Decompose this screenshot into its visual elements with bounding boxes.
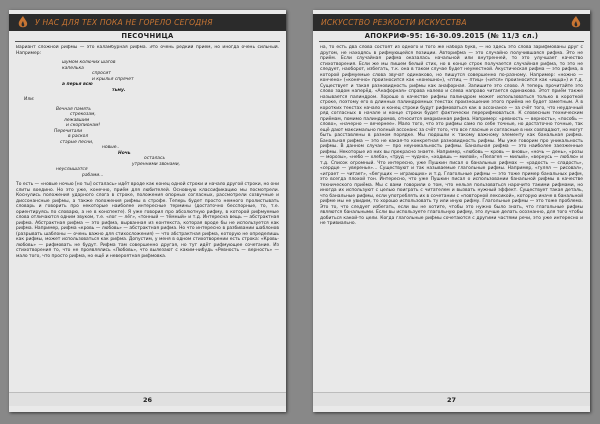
left-page <box>9 10 286 412</box>
poem-line: неуслышатся <box>56 167 88 172</box>
poem-label: Или: <box>24 97 35 102</box>
left-header-band <box>9 14 286 31</box>
right-body <box>320 45 583 388</box>
left-section-title: ПЕСОЧНИЦА <box>121 32 174 40</box>
left-header-title: У НАС ДЛЯ ТЕХ ПОКА НЕ ГОРЕЛО СЕГОДНЯ <box>35 18 213 27</box>
poem-line: тьму. <box>112 87 126 93</box>
poem-line: Вечная память <box>56 106 91 112</box>
left-body <box>16 45 279 388</box>
poem-line: а перья всю <box>62 82 93 87</box>
right-section-rule <box>319 41 584 42</box>
poem-line: и скорпионам! <box>66 123 101 128</box>
poem-1 <box>16 60 279 93</box>
poem-line: рабами... <box>82 172 104 178</box>
right-main-text: на, то есть два слова состоят из одного и того же набора букв, — но здесь это слова зарифмованы друг с другом, не находясь в рифмующейся позиции. Авторифма — это случайно получившаяся рифма. Это не приём. Если случайная рифма оказалась начальной или внутренней, то это улучшает качество стихотворения. Если же мы пишем белый стих, но в конце строк получается случайная рифма, то это не следует, наоборот, избегать, т.к. она в таком случае будет неуместной. Акустическая рифма — это рифма, в которой рифмуемые слова звучат одинаково, но пишутся совершенно по-разному. Например: «ножно — кончено» («конечно» произносится как «конешно»), «птиц — птиц» («ится» произносится как «ицца») и т.д. Существует и такая разновидность рифмы как анафорная. Запишите это слово. А теперь прочитайте это слово задом наперёд. «Анафорная» справа налево и слева направо читается одинаково. Этот приём также называется палиндром. Хорошо в качестве рифмы палиндром может использоваться только в короткой строке, поэтому его в длинных палиндромных текстах произношение этого приёма не будет заметным. А в коротких текстах начало и конец строки будут рифмоваться как в ассонансе — за счёт того, что неудачный ряд согласных в начале и конце строки будет фактически перерифмоваться. К словесным техническим приёмам, помимо палиндромов, относится омарианная рифма. Например: «ревность — верность», «пособь — слово», «начерно — вечернее». Мало того, что это рифмы само по себе точные, но достаточно точные, так ещё дают максимально полный ассонанс за счёт того, что все гласные и согласные в них совпадают, но могут быть расставлены в разном порядке. Мы подошли к такому важному элементу как банальная рифма. Банальная рифма — это не какая-то конкретная разновидность рифмы. Мы уже говорим про уникальность рифмы. В данном случае — про неуникальность рифмы. Банальная рифма — это наиболее заезженные рифмы. Некоторые из них вы прекрасно знаете. Например, «любовь — кровь — вновь», «ночь — день», «розы — морозы», «небо — хлеба», «труд — чудно», «ходишь — милой», «Пелагея — милый», «вернусь — люблю» и т.д. Список огромный. Что интересно, уже Пушкин писал о банальных рифмах — «радость — сладость», «сердце — уверенье»… Существуют и так называемые глагольные рифмы. Например, «гулял — рисовал», «играет — читает», «бегущих — играющих» и т.д. Глагольные рифмы — это тоже пример банальных рифм, это всегда плохой тон. Интересно, что уже Пушкин писал о использовании банальной рифмы в качестве технического приёма. Мы с вами говорили о том, что нельзя пользоваться нарочито такими рифмами, но иногда их используют с целью поиграть с читателем и вызвать нужный эффект. Существует такая деталь, что банальные рифмы, если употреблять их в сочетании с «повторной лексикой», которую иначе в банальной рифме мы не увидим, то хорошо использовать ту или иную рифму. Глагольные рифмы — это тоже проблема. Это то, что следует избегать, если вы не хотите, чтобы это нужно было знать, что глагольные рифмы являются банальными. Если вы используете глагольную рифму, это лучше делать осознанно, для того чтобы добиться какой-то цели. Когда глагольные рифмы сочетаются с другими частями речи, это уже интересно и не тривиально. <box>320 45 583 226</box>
poem-line: утренними звонами, <box>132 161 181 167</box>
poem-line: Перечитали <box>54 128 83 134</box>
poem-line: стрекозам, <box>70 112 96 117</box>
left-intro-paragraph: Вариант сложной рифмы — это каламбурная рифма. Это очень редкий приём, но иногда очень сильный. Например: <box>16 45 279 56</box>
poem-line: старые песни, <box>60 139 94 145</box>
right-header-title: ИСКУССТВО РЕЗКОСТИ ИСКУССТВА <box>321 18 467 27</box>
poem-line: шумом колючих шагов <box>62 60 116 65</box>
right-header-band <box>313 14 590 31</box>
poem-line: капелька <box>62 65 84 71</box>
poem-line: Ночь <box>118 150 131 156</box>
left-page-number: 26 <box>142 396 153 404</box>
poem-line: спросит <box>92 71 111 76</box>
right-page <box>313 10 590 412</box>
left-main-text: То есть — «новые ночью [но ты] осталась» идёт вроде как конец одной строки и начало другой строки, но они слиты воедино. Но это уже, конечно, приём для любителей. Основную классификацию мы посмотрели. Коснулись положения ударного слога в строке, положения опорных согласных, рассмотрели созвучные и диссонансные рифмы, а также положения рифмы в строфе. Теперь будет просто немного пролистывать словарь и говорить про некоторые наиболее интересные термины (достаточно бесспорные, то, т.е. ориентируясь по словарю, а не в конспекте). Я уже говорил про абсолютную рифму, в которой рифмуемые слова отличаются одним звуком, т.е. «лог — лёг», «тонный — тёмный» и т.д. Интересна вещь — абстрактная рифма. Абстрактная рифма — это рифма, вырванная из контекста, которая вроде бы не используется как рифма. Например, рифма «кровь — любовь» — абстрактная рифма. Но что интересно в разбивании шаблонов (разрывать шаблоны — очень важно для стихосложения) — что абстрактная рифма, которую не определишь как рифмы, может использоваться как рифма. Допустим, у меня в одном стихотворении есть строка: «Кровь-любовь» — рифмовать не будут. Рифма там совершенно другая, но тут идёт рифмующее сочетание. Из стихотворения то, что не проявлялись «Любовь», что вылезают с каким-нибудь «Ревность — верность» — мало того, что просто рифма, но ещё и невероятная рифмовка. <box>16 182 279 259</box>
flame-logo-icon <box>14 15 32 30</box>
flame-logo-icon <box>567 15 585 30</box>
right-page-number: 27 <box>446 396 457 404</box>
poem-line: новые.. <box>102 145 120 150</box>
poem-line: осталась <box>144 156 166 161</box>
poem-2 <box>16 107 279 179</box>
right-section-title: АПОКРИФ-95: 16-30.09.2015 (№ 11/3 сл.) <box>364 32 539 40</box>
left-section-rule <box>15 41 280 42</box>
poem-line: в раскол <box>68 134 89 139</box>
poem-line: и крылья спрячет <box>92 76 134 82</box>
poem-line: лежавшим <box>64 117 90 123</box>
